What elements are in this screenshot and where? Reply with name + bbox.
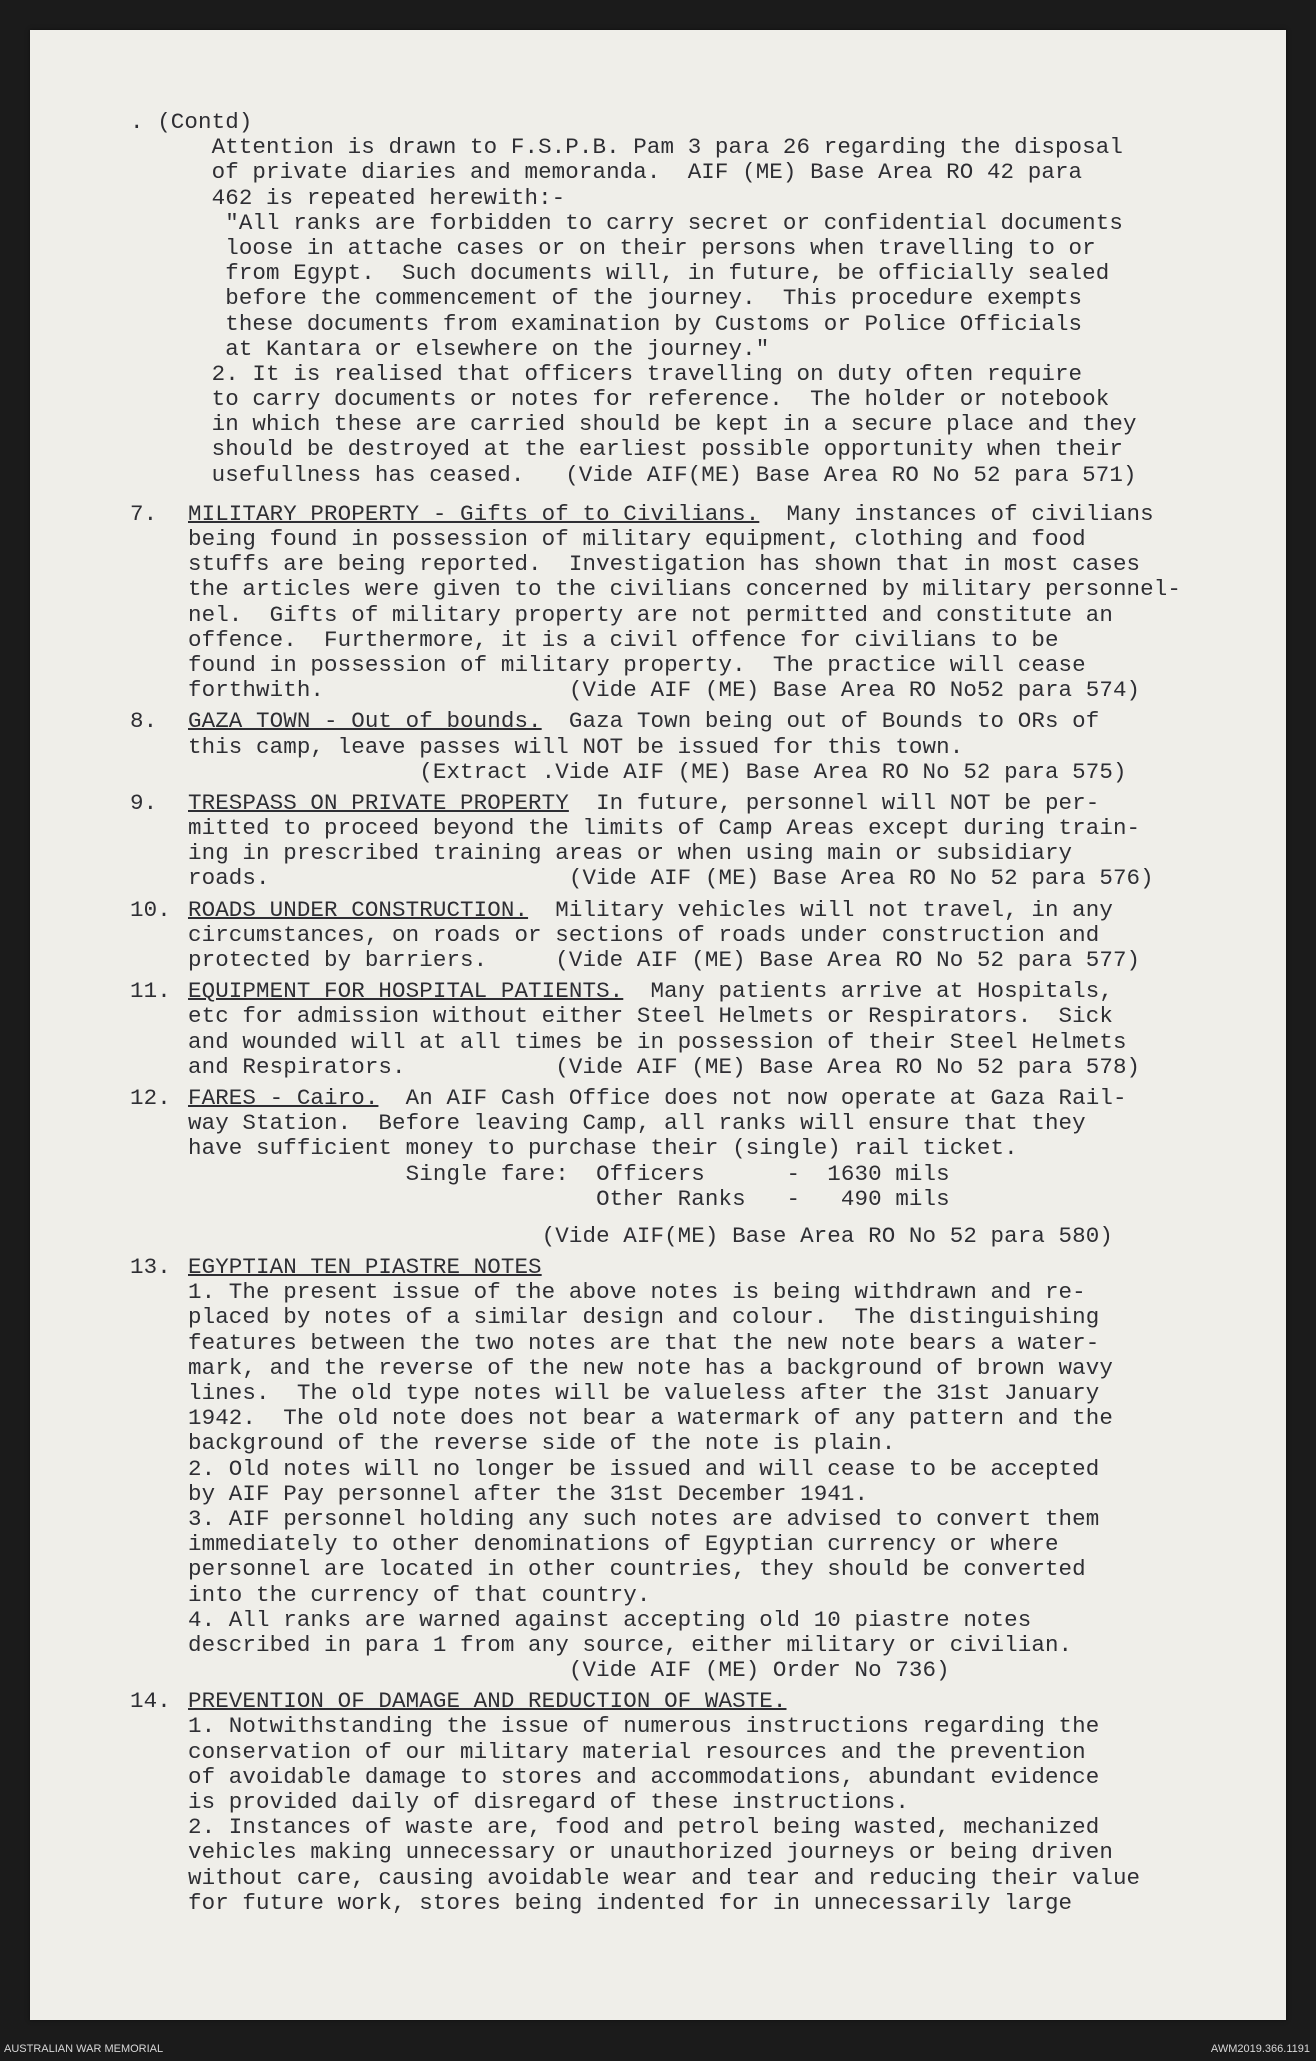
paragraph-heading-line (130, 1254, 1280, 1281)
paragraph-line: 3. AIF personnel holding any such notes are advised to convert them (188, 1505, 1100, 1532)
section-gap (188, 488, 1280, 502)
document-body (130, 110, 1280, 1916)
paragraph-line: lines. The old type notes will be valueless after the 31st January (188, 1380, 1100, 1406)
paragraph-heading-line (130, 1688, 1280, 1715)
paragraph-line: way Station. Before leaving Camp, all ranks will ensure that they (188, 1110, 1086, 1137)
paragraph-reference: (Vide AIF(ME) Base Area RO No 52 para 580) (188, 1222, 1113, 1249)
paragraph-line: Other Ranks - 490 mils (188, 1185, 950, 1212)
paragraph-item (130, 789, 1280, 892)
paragraph-line: found in possession of military property. The practice will cease (188, 651, 1086, 678)
paragraph-item (130, 1084, 1280, 1249)
items-section (130, 488, 1280, 1916)
paragraph-line: personnel are located in other countries, they should be converted (188, 1556, 1086, 1583)
paragraph-heading-line (130, 978, 1280, 1005)
paragraph-line: conservation of our military material resources and the prevention (188, 1738, 1086, 1765)
paragraph-line: ing in prescribed training areas or when using main or subsidiary (188, 840, 1073, 867)
paragraph-line: 1. The present issue of the above notes is being withdrawn and re- (188, 1279, 1086, 1306)
intro-line: in which these are carried should be kept in a secure place and they (130, 411, 1137, 438)
paragraph-heading-line (130, 789, 1280, 816)
paragraph-line: of avoidable damage to stores and accommodations, abundant evidence (188, 1763, 1100, 1790)
paragraph-number: 10. (130, 896, 171, 923)
paragraph-first-text: In future, personnel will NOT be per- (568, 789, 1100, 816)
paragraph-number: 9. (130, 789, 158, 816)
paragraph-line: have sufficient money to purchase their (single) rail ticket. (188, 1135, 1018, 1162)
paragraph-line: circumstances, on roads or sections of roads under construction and (188, 921, 1100, 948)
intro-line: to carry documents or notes for reference. The holder or notebook (130, 386, 1110, 413)
intro-line: at Kantara or elsewhere on the journey." (130, 335, 770, 362)
paragraph-item (130, 896, 1280, 974)
paragraph-heading-line (130, 500, 1280, 527)
paragraph-line: stuffs are being reported. Investigation has shown that in most cases (188, 551, 1141, 578)
paragraph-line: being found in possession of military equipment, clothing and food (188, 526, 1086, 552)
intro-line: 462 is repeated herewith:- (130, 184, 566, 211)
paragraph-first-text: Many instances of civilians (759, 500, 1154, 527)
paragraph-item (130, 1254, 1280, 1684)
intro-line: these documents from examination by Customs or Police Officials (130, 310, 1083, 337)
paragraph-line: for future work, stores being indented for in unnecessarily large (188, 1889, 1073, 1916)
paragraph-line: placed by notes of a similar design and colour. The distinguishing (188, 1304, 1100, 1331)
paragraph-first-text: Gaza Town being out of Bounds to ORs of (541, 708, 1100, 735)
archive-reference: AWM2019.366.1191 (1210, 2043, 1310, 2055)
paragraph-line: without care, causing avoidable wear and tear and reducing their value (188, 1864, 1141, 1891)
paragraph-line: the articles were given to the civilians concerned by military personnel- (188, 576, 1181, 603)
intro-line: usefullness has ceased. (Vide AIF(ME) Base Area RO No 52 para 571) (130, 461, 1137, 488)
paragraph-line: by AIF Pay personnel after the 31st December 1941. (188, 1480, 869, 1507)
paragraph-line: and wounded will at all times be in possession of their Steel Helmets (188, 1028, 1127, 1055)
paragraph-heading: MILITARY PROPERTY - Gifts of to Civilians. (188, 500, 760, 527)
paragraph-number: 7. (130, 500, 158, 527)
intro-line: from Egypt. Such documents will, in future, be officially sealed (130, 260, 1110, 287)
paragraph-line: 2. Instances of waste are, food and petrol being wasted, mechanized (188, 1814, 1100, 1841)
paragraph-heading: PREVENTION OF DAMAGE AND REDUCTION OF WASTE. (188, 1688, 787, 1715)
intro-line: loose in attache cases or on their persons when travelling to or (130, 234, 1096, 261)
paragraph-line: 1. Notwithstanding the issue of numerous instructions regarding the (188, 1713, 1100, 1740)
paragraph-heading-line (130, 1084, 1280, 1111)
paragraph-line: etc for admission without either Steel Helmets or Respirators. Sick (188, 1003, 1113, 1030)
paragraph-line: roads. (Vide AIF (ME) Base Area RO No 52 para 576) (188, 865, 1154, 892)
paragraph-line: background of the reverse side of the note is plain. (188, 1430, 896, 1457)
paragraph-line: 4. All ranks are warned against accepting old 10 piastre notes (188, 1606, 1032, 1633)
paragraph-heading: EQUIPMENT FOR HOSPITAL PATIENTS. (188, 978, 624, 1005)
paragraph-heading: TRESPASS ON PRIVATE PROPERTY (188, 789, 569, 816)
paragraph-heading-line (130, 896, 1280, 923)
paragraph-line: Single fare: Officers - 1630 mils (188, 1160, 950, 1187)
paragraph-line: mark, and the reverse of the new note has a background of brown wavy (188, 1354, 1113, 1381)
paragraph-line: features between the two notes are that the new note bears a water- (188, 1329, 1100, 1356)
paragraph-number: 8. (130, 708, 158, 735)
intro-line: Attention is drawn to F.S.P.B. Pam 3 para 26 regarding the disposal (130, 134, 1123, 161)
paragraph-heading-line (130, 708, 1280, 735)
paragraph-line: described in para 1 from any source, either military or civilian. (188, 1631, 1073, 1658)
intro-line: of private diaries and memoranda. AIF (ME) Base Area RO 42 para (130, 159, 1083, 186)
paragraph-item (130, 708, 1280, 785)
paragraph-heading: GAZA TOWN - Out of bounds. (188, 708, 542, 735)
paragraph-line: offence. Furthermore, it is a civil offence for civilians to be (188, 626, 1059, 653)
paragraph-number: 12. (130, 1084, 171, 1111)
paragraph-line: (Extract .Vide AIF (ME) Base Area RO No 52 para 575) (188, 758, 1127, 785)
contd-label: . (Contd) (130, 109, 253, 135)
paragraph-heading: FARES - Cairo. (188, 1084, 379, 1111)
intro-section (130, 135, 1280, 488)
paragraph-line: forthwith. (Vide AIF (ME) Base Area RO No52 para 574) (188, 677, 1141, 704)
paragraph-heading: ROADS UNDER CONSTRUCTION. (188, 896, 529, 923)
paragraph-line: mitted to proceed beyond the limits of Camp Areas except during train- (188, 815, 1141, 842)
paragraph-line: (Vide AIF (ME) Order No 736) (188, 1657, 950, 1684)
paragraph-number: 13. (130, 1254, 171, 1281)
paragraph-line: into the currency of that country. (188, 1581, 651, 1608)
paragraph-number: 11. (130, 978, 171, 1005)
paragraph-line: nel. Gifts of military property are not permitted and constitute an (188, 601, 1113, 628)
archive-label: AUSTRALIAN WAR MEMORIAL (4, 2043, 164, 2055)
paragraph-line: immediately to other denominations of Egyptian currency or where (188, 1531, 1059, 1558)
paragraph-item (130, 1688, 1280, 1916)
paragraph-line: vehicles making unnecessary or unauthorized journeys or being driven (188, 1839, 1113, 1866)
paragraph-line: protected by barriers. (Vide AIF (ME) Base Area RO No 52 para 577) (188, 947, 1141, 973)
intro-line: "All ranks are forbidden to carry secret or confidential documents (130, 209, 1123, 236)
paragraph-number: 14. (130, 1688, 171, 1715)
paragraph-heading: EGYPTIAN TEN PIASTRE NOTES (188, 1254, 542, 1281)
paragraph-line: and Respirators. (Vide AIF (ME) Base Area RO No 52 para 578) (188, 1053, 1141, 1080)
paragraph-line: is provided daily of disregard of these instructions. (188, 1789, 909, 1815)
intro-line: should be destroyed at the earliest possible opportunity when their (130, 436, 1123, 463)
document-page (30, 30, 1286, 2020)
intro-line: 2. It is realised that officers travelling on duty often require (130, 360, 1083, 387)
intro-line: before the commencement of the journey. This procedure exempts (130, 285, 1083, 312)
paragraph-item (130, 500, 1280, 704)
paragraph-first-text: Many patients arrive at Hospitals, (623, 978, 1113, 1005)
paragraph-line: 2. Old notes will no longer be issued and will cease to be accepted (188, 1455, 1100, 1482)
paragraph-first-text: Military vehicles will not travel, in any (528, 896, 1113, 923)
paragraph-line: this camp, leave passes will NOT be issued for this town. (188, 733, 964, 760)
paragraph-first-text: An AIF Cash Office does not now operate at Gaza Rail- (378, 1084, 1127, 1111)
paragraph-line: 1942. The old note does not bear a watermark of any pattern and the (188, 1405, 1113, 1432)
paragraph-item (130, 978, 1280, 1080)
